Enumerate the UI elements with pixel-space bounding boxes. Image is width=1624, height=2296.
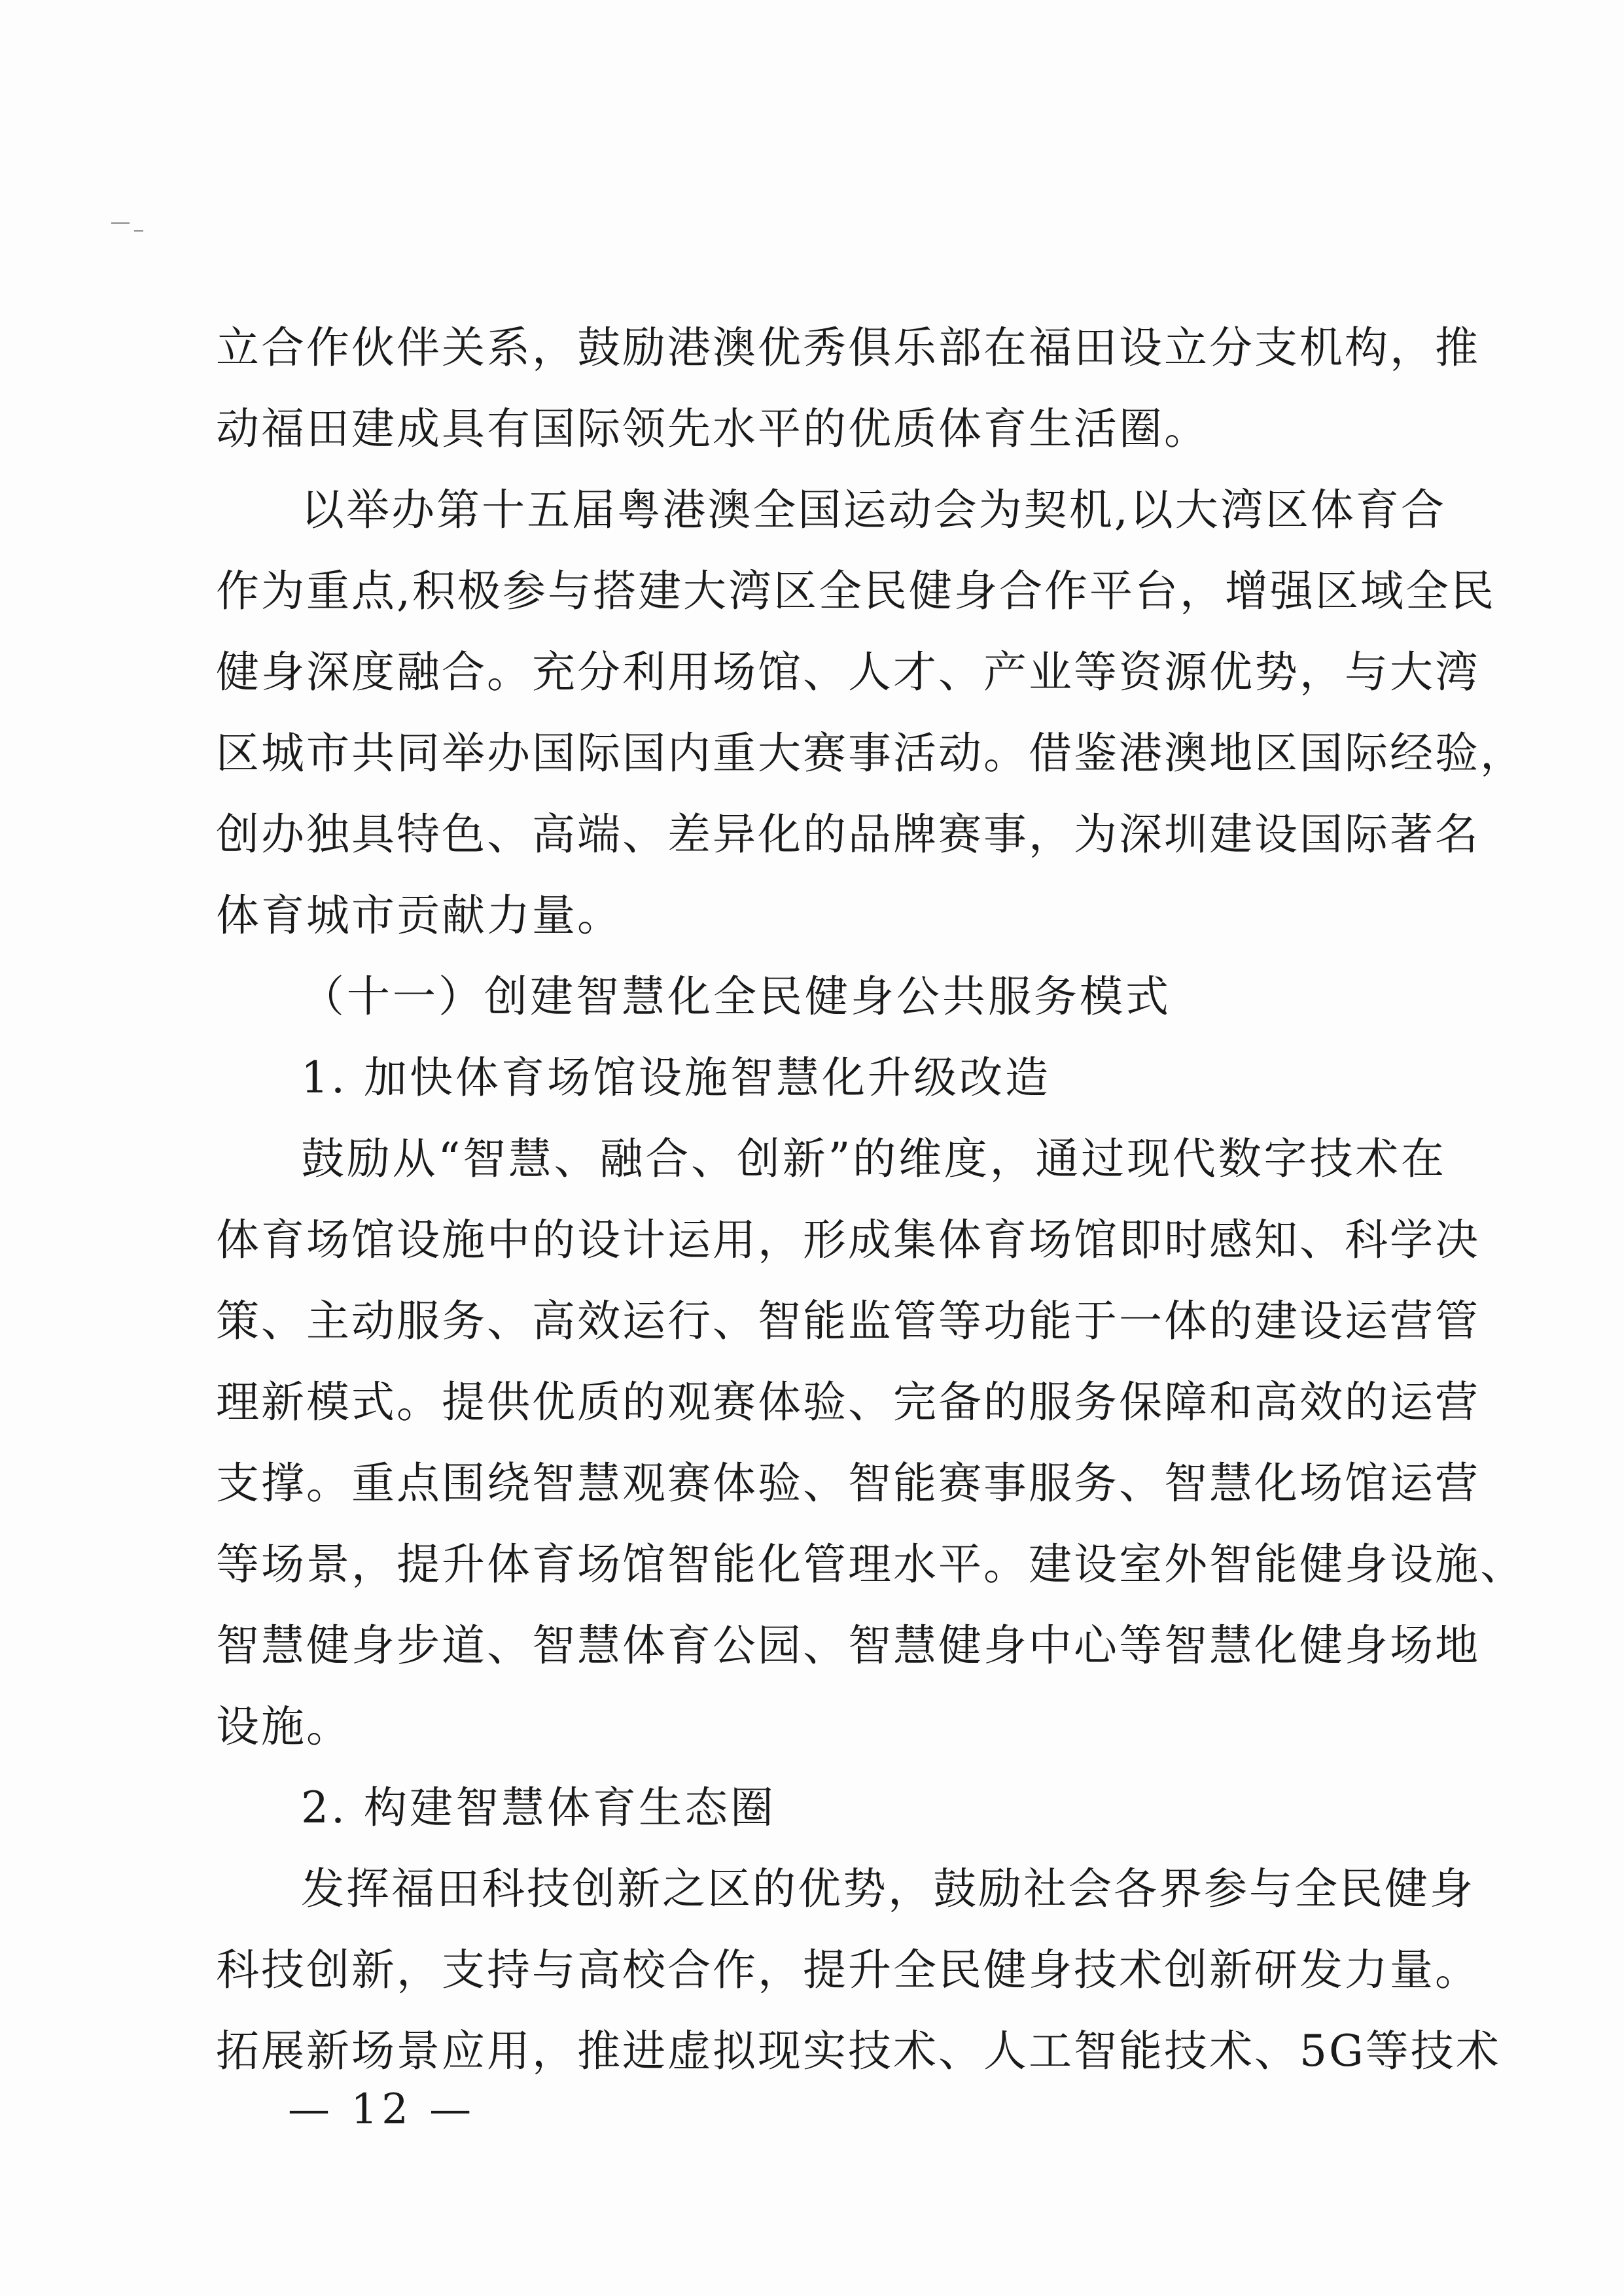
text-line: 立合作伙伴关系，鼓励港澳优秀俱乐部在福田设立分支机构，推: [216, 322, 1480, 373]
text-line: 区城市共同举办国际国内重大赛事活动。借鉴港澳地区国际经验，: [216, 728, 1525, 778]
text-line: 作为重点,积极参与搭建大湾区全民健身合作平台，增强区域全民: [216, 566, 1496, 616]
body-text: [216, 307, 1525, 2092]
text-line: 策、主动服务、高效运行、智能监管等功能于一体的建设运营管: [216, 1296, 1480, 1346]
page-number: — 12 —: [288, 2085, 476, 2134]
scan-artifact: [111, 222, 130, 224]
text-line: 健身深度融合。充分利用场馆、人才、产业等资源优势，与大湾: [216, 647, 1480, 697]
text-line: 创办独具特色、高端、差异化的品牌赛事，为深圳建设国际著名: [216, 809, 1480, 860]
text-line: 鼓励从“智慧、融合、创新”的维度，通过现代数字技术在: [301, 1134, 1446, 1184]
text-line: 体育城市贡献力量。: [216, 890, 622, 941]
text-line: 动福田建成具有国际领先水平的优质体育生活圈。: [216, 404, 1209, 454]
text-line: 科技创新，支持与高校合作，提升全民健身技术创新研发力量。: [216, 1945, 1480, 1995]
subsection-heading: 2. 构建智慧体育生态圈: [301, 1783, 776, 1833]
text-line: 支撑。重点围绕智慧观赛体验、智能赛事服务、智慧化场馆运营: [216, 1458, 1480, 1508]
text-line: 体育场馆设施中的设计运用，形成集体育场馆即时感知、科学决: [216, 1215, 1480, 1265]
section-heading: （十一）创建智慧化全民健身公共服务模式: [301, 971, 1171, 1022]
text-line: 智慧健身步道、智慧体育公园、智慧健身中心等智慧化健身场地: [216, 1620, 1480, 1671]
text-line: 发挥福田科技创新之区的优势，鼓励社会各界参与全民健身: [301, 1864, 1475, 1914]
text-line: 理新模式。提供优质的观赛体验、完备的服务保障和高效的运营: [216, 1377, 1480, 1427]
scan-artifact: [134, 230, 143, 232]
text-line: 设施。: [216, 1701, 351, 1752]
subsection-heading: 1. 加快体育场馆设施智慧化升级改造: [301, 1052, 1051, 1103]
text-line: 拓展新场景应用，推进虚拟现实技术、人工智能技术、5G等技术: [216, 2026, 1501, 2076]
text-line: 等场景，提升体育场馆智能化管理水平。建设室外智能健身设施、: [216, 1539, 1525, 1590]
text-line: 以举办第十五届粤港澳全国运动会为契机,以大湾区体育合: [301, 485, 1446, 535]
